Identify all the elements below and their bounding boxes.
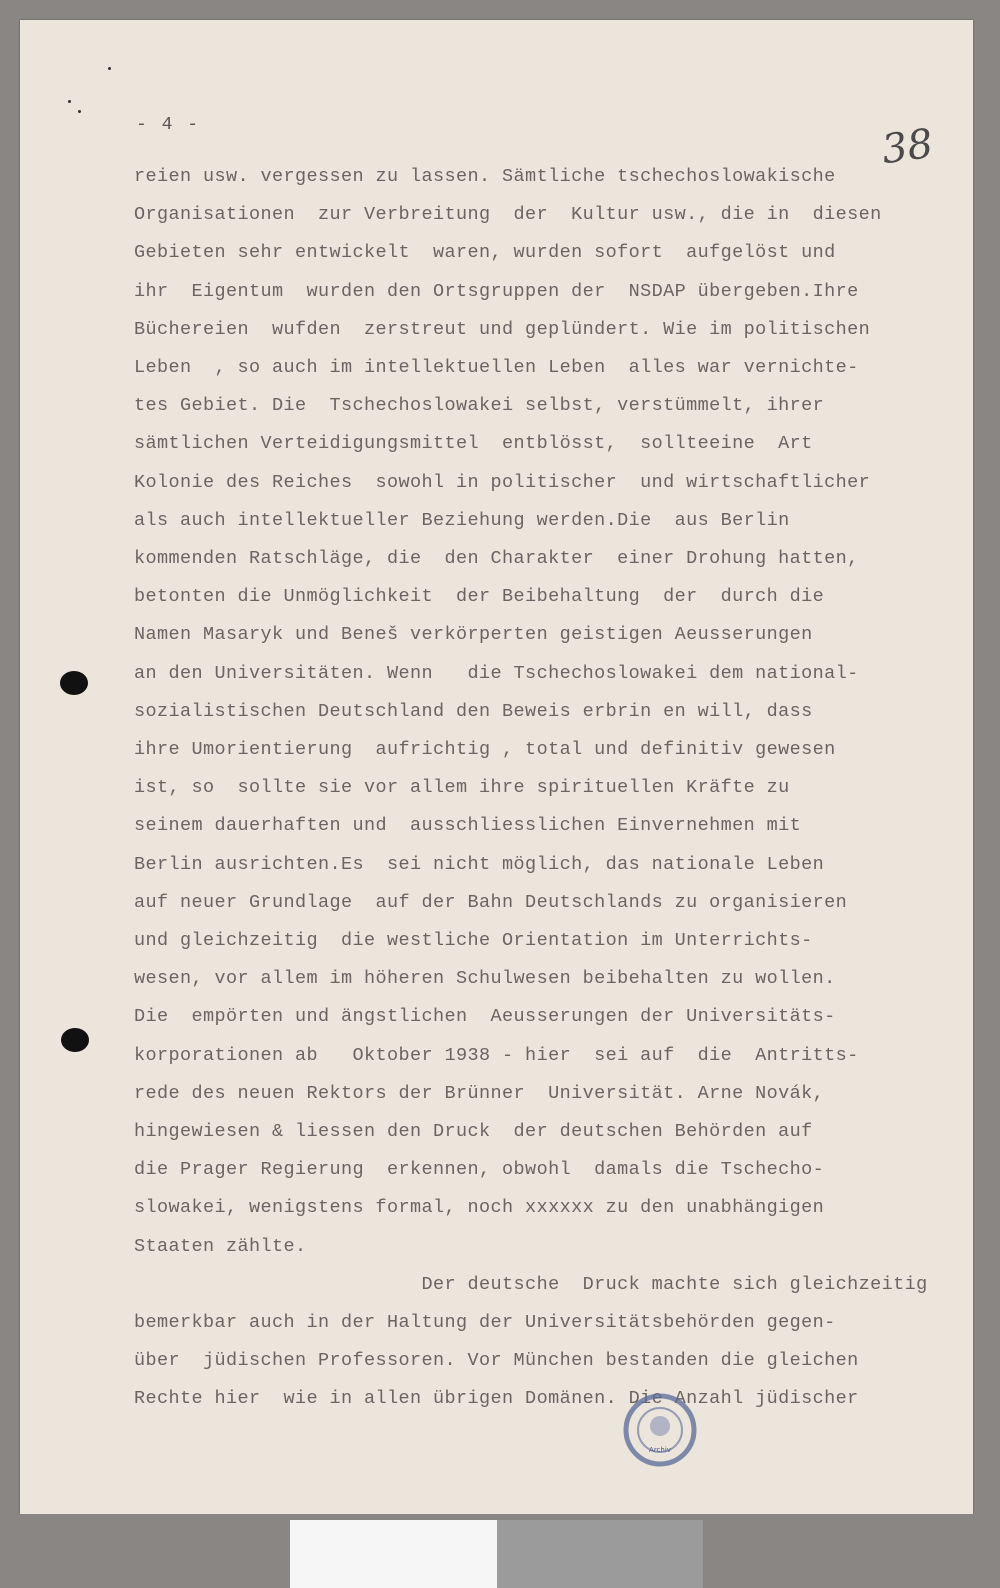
- punch-hole-bottom: [61, 1028, 89, 1052]
- text-line: slowakei, wenigstens formal, noch xxxxxx zu den unabhängigen: [134, 1197, 825, 1218]
- text-line: und gleichzeitig die westliche Orientation im Unterrichts-: [134, 930, 813, 951]
- ink-speck: [78, 110, 81, 113]
- text-line: Der deutsche Druck machte sich gleichzeitig: [134, 1274, 928, 1295]
- color-patch-white: [290, 1520, 497, 1588]
- text-line: Namen Masaryk und Beneš verkörperten geistigen Aeusserungen: [134, 624, 813, 645]
- archive-stamp: [622, 1392, 698, 1468]
- scan-bottom-strip: [0, 1514, 1000, 1588]
- text-line: an den Universitäten. Wenn die Tschechoslowakei dem national-: [134, 663, 859, 684]
- text-line: Gebieten sehr entwickelt waren, wurden sofort aufgelöst und: [134, 242, 836, 263]
- text-line: über jüdischen Professoren. Vor München bestanden die gleichen: [134, 1350, 859, 1371]
- text-line: hingewiesen & liessen den Druck der deutschen Behörden auf: [134, 1121, 813, 1142]
- text-line: Kolonie des Reiches sowohl in politischer und wirtschaftlicher: [134, 472, 871, 493]
- text-line: tes Gebiet. Die Tschechoslowakei selbst, verstümmelt, ihrer: [134, 395, 825, 416]
- text-line: seinem dauerhaften und ausschliesslichen Einvernehmen mit: [134, 815, 802, 836]
- text-line: sämtlichen Verteidigungsmittel entblösst, sollteeine Art: [134, 433, 813, 454]
- text-line: reien usw. vergessen zu lassen. Sämtliche tschechoslowakische: [134, 166, 836, 187]
- text-line: rede des neuen Rektors der Brünner Universität. Arne Novák,: [134, 1083, 825, 1104]
- punch-hole-top: [60, 671, 88, 695]
- text-line: die Prager Regierung erkennen, obwohl damals die Tschecho-: [134, 1159, 825, 1180]
- text-line: ist, so sollte sie vor allem ihre spirituellen Kräfte zu: [134, 777, 790, 798]
- stamp-text: Archiv: [649, 1446, 671, 1454]
- text-line: auf neuer Grundlage auf der Bahn Deutschlands zu organisieren: [134, 892, 848, 913]
- color-patch-grey: [497, 1520, 703, 1588]
- text-line: Büchereien wufden zerstreut und geplündert. Wie im politischen: [134, 319, 871, 340]
- text-line: sozialistischen Deutschland den Beweis erbrin en will, dass: [134, 701, 813, 722]
- text-line: Berlin ausrichten.Es sei nicht möglich, das nationale Leben: [134, 854, 825, 875]
- folio-number: 38: [879, 120, 936, 174]
- text-line: als auch intellektueller Beziehung werden.Die aus Berlin: [134, 510, 790, 531]
- text-line: korporationen ab Oktober 1938 - hier sei auf die Antritts-: [134, 1045, 859, 1066]
- text-line: Die empörten und ängstlichen Aeusserungen der Universitäts-: [134, 1006, 836, 1027]
- ink-speck: [108, 67, 111, 70]
- text-line: ihr Eigentum wurden den Ortsgruppen der NSDAP übergeben.Ihre: [134, 281, 859, 302]
- text-line: Staaten zählte.: [134, 1236, 307, 1257]
- text-line: Leben , so auch im intellektuellen Leben alles war vernichte-: [134, 357, 859, 378]
- text-line: kommenden Ratschläge, die den Charakter einer Drohung hatten,: [134, 548, 859, 569]
- text-line: betonten die Unmöglichkeit der Beibehaltung der durch die: [134, 586, 825, 607]
- text-line: wesen, vor allem im höheren Schulwesen beibehalten zu wollen.: [134, 968, 836, 989]
- text-line: ihre Umorientierung aufrichtig , total und definitiv gewesen: [134, 739, 836, 760]
- page-number: - 4 -: [136, 115, 201, 135]
- text-line: Organisationen zur Verbreitung der Kultur usw., die in diesen: [134, 204, 882, 225]
- ink-speck: [68, 100, 71, 103]
- text-line: bemerkbar auch in der Haltung der Universitätsbehörden gegen-: [134, 1312, 836, 1333]
- document-page: [20, 20, 973, 1514]
- text-line: Rechte hier wie in allen übrigen Domänen. Die Anzahl jüdischer: [134, 1388, 859, 1409]
